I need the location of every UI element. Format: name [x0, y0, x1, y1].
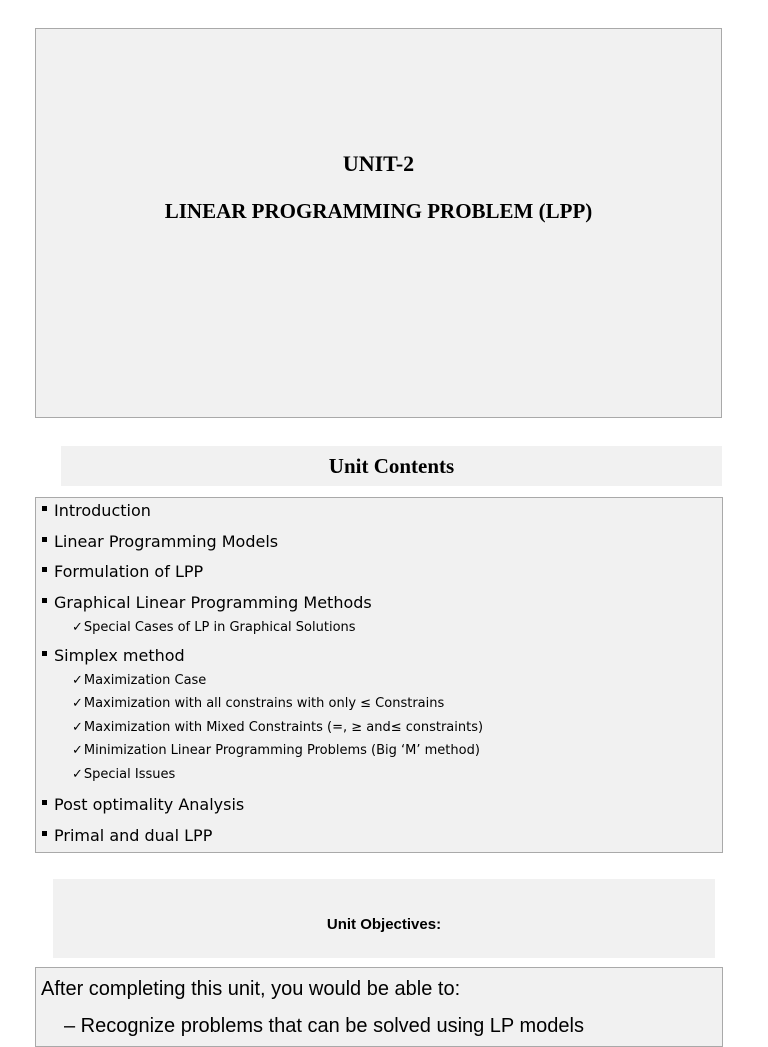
list-item-label: Formulation of LPP	[54, 562, 204, 581]
check-icon: ✓	[72, 743, 83, 758]
objectives-first-point: – Recognize problems that can be solved using LP models	[64, 1015, 584, 1037]
bullet-icon	[42, 506, 47, 511]
list-item-label: Graphical Linear Programming Methods	[54, 593, 372, 612]
check-icon: ✓	[72, 767, 83, 782]
bullet-icon	[42, 567, 47, 572]
sub-list-item	[72, 743, 480, 758]
objectives-box	[35, 967, 723, 1047]
unit-label: UNIT-2	[342, 151, 415, 176]
sub-list-item	[72, 620, 356, 635]
sub-list-item	[72, 720, 483, 735]
list-item	[42, 532, 278, 551]
bullet-icon	[42, 831, 47, 836]
sub-list-item	[72, 767, 175, 782]
sub-list-item	[72, 696, 444, 711]
list-item	[42, 501, 151, 520]
sub-list-item-label: Maximization with Mixed Constraints (=, ≥ and≤ constraints)	[83, 720, 484, 735]
list-item	[42, 593, 372, 612]
sub-list-item	[72, 673, 206, 688]
list-item	[42, 795, 244, 814]
objectives-intro: After completing this unit, you would be able to:	[41, 978, 461, 1000]
list-item-label: Introduction	[54, 501, 151, 520]
list-item-label: Simplex method	[54, 646, 185, 665]
list-item	[42, 646, 185, 665]
list-item-label: Linear Programming Models	[54, 532, 279, 551]
sub-list-item-label: Maximization with all constrains with only ≤ Constrains	[83, 696, 445, 711]
sub-list-item-label: Minimization Linear Programming Problems (Big ‘M’ method)	[83, 743, 480, 758]
title-slide	[35, 28, 722, 418]
unit-title: LINEAR PROGRAMMING PROBLEM (LPP)	[164, 199, 593, 223]
list-item-label: Primal and dual LPP	[54, 826, 213, 845]
sub-list-item-label: Maximization Case	[83, 673, 207, 688]
list-item-label: Post optimality Analysis	[54, 795, 245, 814]
check-icon: ✓	[72, 696, 83, 711]
sub-list-item-label: Special Cases of LP in Graphical Solutions	[83, 620, 356, 635]
bullet-icon	[42, 800, 47, 805]
list-item	[42, 562, 203, 581]
bullet-icon	[42, 598, 47, 603]
unit-objectives-heading-bar	[53, 879, 715, 958]
bullet-icon	[42, 651, 47, 656]
unit-objectives-heading: Unit Objectives:	[326, 916, 442, 933]
unit-contents-heading: Unit Contents	[61, 446, 722, 486]
check-icon: ✓	[72, 620, 83, 635]
bullet-icon	[42, 537, 47, 542]
list-item	[42, 826, 212, 845]
check-icon: ✓	[72, 720, 83, 735]
unit-contents-list	[35, 497, 723, 853]
check-icon: ✓	[72, 673, 83, 688]
sub-list-item-label: Special Issues	[83, 767, 176, 782]
